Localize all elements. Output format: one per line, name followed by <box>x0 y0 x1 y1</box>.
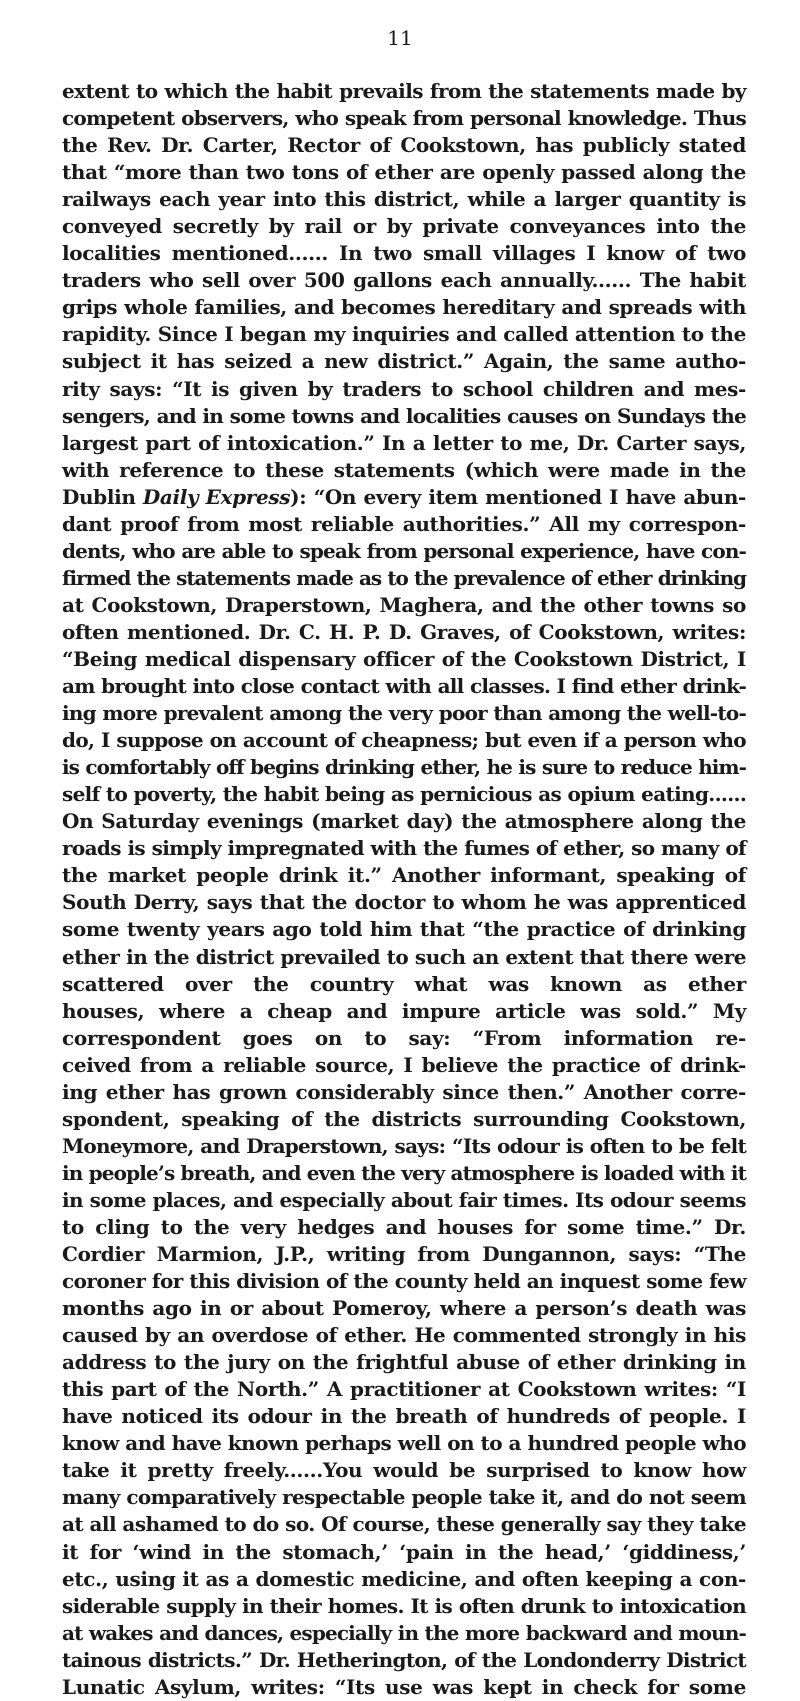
text-line: this part of the North.” A practitioner at Cookstown writes: “I <box>62 1377 746 1402</box>
text-line: Moneymore, and Draperstown, says: “Its odour is often to be felt <box>62 1133 746 1158</box>
text-line: correspondent goes on to say: “From information re- <box>62 1025 746 1050</box>
text-line: conveyed secretly by rail or by private conveyances into the <box>62 214 746 239</box>
text-line: address to the jury on the frightful abuse of ether drinking in <box>62 1350 746 1375</box>
text-line: “Being medical dispensary officer of the Cookstown District, I <box>62 646 746 671</box>
page-number: 11 <box>387 26 413 50</box>
text-line: houses, where a cheap and impure article was sold.” My <box>62 998 746 1023</box>
text-line: at wakes and dances, especially in the more backward and moun- <box>62 1620 746 1645</box>
text-line: self to poverty, the habit being as pernicious as opium eating...... <box>62 782 747 807</box>
text-line: grips whole families, and becomes hereditary and spreads with <box>62 295 746 320</box>
text-line: scattered over the country what was known as ether <box>62 971 746 996</box>
text-line: the market people drink it.” Another informant, speaking of <box>62 863 746 888</box>
text-line: in some places, and especially about fair times. Its odour seems <box>62 1187 746 1212</box>
body-paragraph <box>62 78 746 1701</box>
text-line: ether in the district prevailed to such an extent that there were <box>62 944 746 969</box>
text-line: ceived from a reliable source, I believe the practice of drink- <box>62 1052 746 1077</box>
text-line: extent to which the habit prevails from the statements made by <box>62 79 746 103</box>
text-line: in people’s breath, and even the very atmosphere is loaded with it <box>62 1160 746 1185</box>
text-line: coroner for this division of the county held an inquest some few <box>62 1269 746 1294</box>
text-line: do, I suppose on account of cheapness; but even if a person who <box>62 728 746 753</box>
text-line: caused by an overdose of ether. He commented strongly in his <box>62 1323 746 1348</box>
text-line: often mentioned. Dr. C. H. P. D. Graves, of Cookstown, writes: <box>62 619 746 644</box>
text-line: dents, who are able to speak from personal experience, have con- <box>62 538 746 563</box>
text-line: On Saturday evenings (market day) the atmosphere along the <box>62 809 746 834</box>
text-line: ing ether has grown considerably since then.” Another corre- <box>62 1079 746 1104</box>
text-line: tainous districts.” Dr. Hetherington, of the Londonderry District <box>62 1647 746 1672</box>
text-line: the Rev. Dr. Carter, Rector of Cookstown, has publicly stated <box>62 133 746 158</box>
text-line: know and have known perhaps well on to a hundred people who <box>62 1431 746 1456</box>
text-line: traders who sell over 500 gallons each annually...... The habit <box>62 268 746 293</box>
text-line: months ago in or about Pomeroy, where a person’s death was <box>62 1296 746 1321</box>
text-line: take it pretty freely......You would be surprised to know how <box>62 1458 746 1483</box>
text-line: Lunatic Asylum, writes: “Its use was kept in check for some <box>62 1674 746 1699</box>
text-line: etc., using it as a domestic medicine, and often keeping a con- <box>62 1566 746 1591</box>
text-line: subject it has seized a new district.” Again, the same autho- <box>62 349 746 374</box>
text-line: spondent, speaking of the districts surrounding Cookstown, <box>62 1106 746 1131</box>
text-line: roads is simply impregnated with the fumes of ether, so many of <box>62 836 746 861</box>
text-line: to cling to the very hedges and houses for some time.” Dr. <box>62 1214 746 1239</box>
text-line: at all ashamed to do so. Of course, these generally say they take <box>62 1512 746 1537</box>
text-line: rity says: “It is given by traders to school children and mes- <box>62 376 746 401</box>
text-line: it for ‘wind in the stomach,’ ‘pain in the head,’ ‘giddiness,’ <box>62 1539 746 1564</box>
text-line: siderable supply in their homes. It is often drunk to intoxication <box>62 1593 746 1618</box>
text-line: many comparatively respectable people take it, and do not seem <box>62 1485 746 1510</box>
text-line: South Derry, says that the doctor to whom he was apprenticed <box>62 890 746 915</box>
text-line: competent observers, who speak from personal knowledge. Thus <box>62 106 746 131</box>
text-line: dant proof from most reliable authorities.” All my correspon- <box>62 511 746 536</box>
text-line: that “more than two tons of ether are openly passed along the <box>62 160 746 185</box>
text-line: firmed the statements made as to the prevalence of ether drinking <box>62 565 746 590</box>
text-line: with reference to these statements (which were made in the <box>62 457 746 482</box>
newspaper-title: Daily Express <box>142 484 291 509</box>
text-line-italic-title: Dublin Daily Express): “On every item mentioned I have abun- <box>62 484 746 509</box>
text-line: ing more prevalent among the very poor than among the well-to- <box>62 701 746 726</box>
text-line: rapidity. Since I began my inquiries and called attention to the <box>62 322 746 347</box>
text-line: am brought into close contact with all classes. I find ether drink- <box>62 674 746 699</box>
text-line: localities mentioned...... In two small villages I know of two <box>62 241 746 266</box>
text-line: is comfortably off begins drinking ether, he is sure to reduce him- <box>62 755 746 780</box>
text-line: sengers, and in some towns and localities causes on Sundays the <box>62 403 746 428</box>
text-line: railways each year into this district, while a larger quantity is <box>62 187 746 212</box>
text-line: Cordier Marmion, J.P., writing from Dungannon, says: “The <box>62 1242 746 1267</box>
text-line: have noticed its odour in the breath of hundreds of people. I <box>62 1404 746 1429</box>
text-line: largest part of intoxication.” In a letter to me, Dr. Carter says, <box>62 430 746 455</box>
text-line: at Cookstown, Draperstown, Maghera, and the other towns so <box>62 592 746 617</box>
text-line: some twenty years ago told him that “the practice of drinking <box>62 917 746 942</box>
